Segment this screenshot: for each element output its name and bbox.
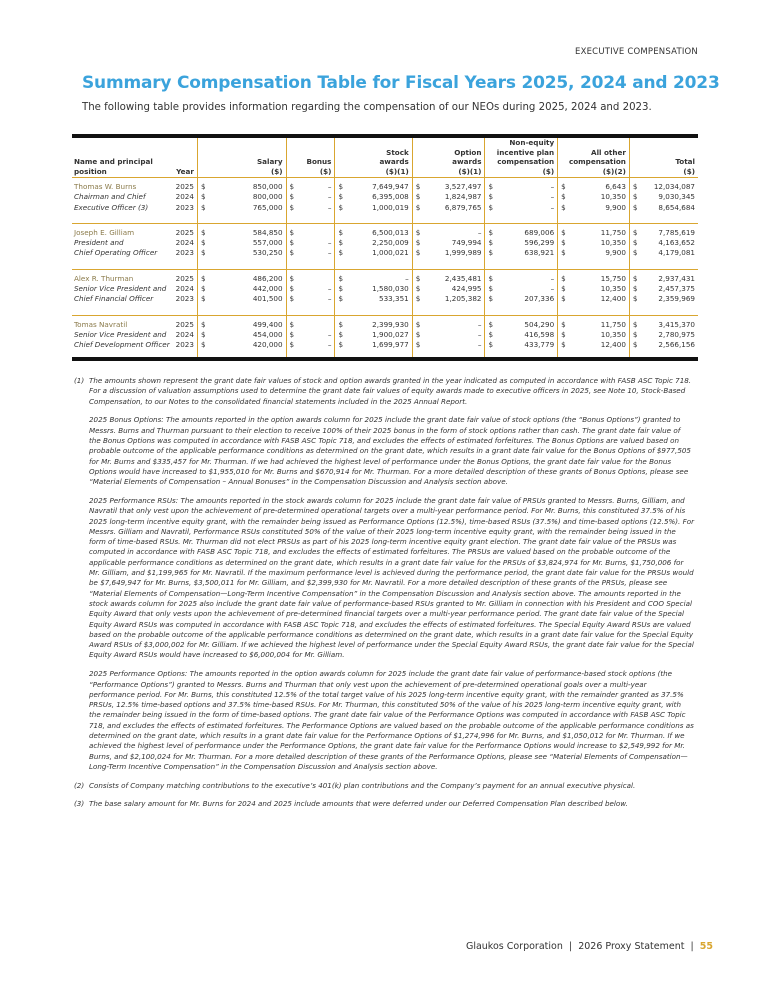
currency-symbol: $ <box>485 330 499 340</box>
currency-symbol: $ <box>335 248 349 269</box>
salary-cell: 454,000 <box>252 329 283 339</box>
currency-symbol: $ <box>335 203 349 224</box>
bonus-cell: – <box>327 182 332 191</box>
salary-cell: 800,000 <box>252 192 283 202</box>
nonequity-cell: 416,598 <box>524 329 555 339</box>
nonequity-cell: 433,779 <box>499 340 557 358</box>
currency-symbol: $ <box>335 330 349 340</box>
salary-cell: 530,250 <box>252 248 283 258</box>
currency-symbol: $ <box>485 203 499 224</box>
salary-cell: 765,000 <box>252 202 283 212</box>
year-cell: 2025 <box>173 315 198 330</box>
currency-symbol: $ <box>485 192 499 202</box>
salary-cell: 499,400 <box>212 315 286 330</box>
currency-symbol: $ <box>558 315 572 330</box>
table-row <box>72 294 698 315</box>
executive-name: Tomas Navratil <box>74 319 128 329</box>
currency-symbol: $ <box>485 178 499 193</box>
name-cell <box>72 269 173 284</box>
header-line: awards <box>452 157 482 166</box>
header-line: ($)(1) <box>458 166 482 176</box>
salary-cell: 420,000 <box>212 340 286 358</box>
nonequity-cell: – <box>550 192 555 202</box>
table-row <box>72 340 698 358</box>
currency-symbol: $ <box>335 178 349 193</box>
executive-name: Alex R. Thurman <box>74 273 134 283</box>
currency-symbol: $ <box>197 284 211 294</box>
nonequity-cell: – <box>550 284 555 294</box>
position-cell <box>72 248 173 269</box>
header-line: awards <box>379 157 409 166</box>
executive-name: Joseph E. Gilliam <box>74 227 135 237</box>
year-cell: 2024 <box>175 238 194 248</box>
nonequity-cell: – <box>550 182 555 191</box>
allother-cell: 11,750 <box>572 223 629 238</box>
bonus-cell: – <box>327 192 332 202</box>
nonequity-cell: 504,290 <box>499 315 557 330</box>
currency-symbol: $ <box>558 284 572 294</box>
bonus-cell <box>300 223 335 238</box>
currency-symbol: $ <box>485 284 499 294</box>
option-cell: – <box>426 340 485 358</box>
footnote-paragraph: Consists of Company matching contributions to the executive’s 401(k) plan contributions and the Company’s payment for an annual executive physical. <box>89 780 636 790</box>
page-footer <box>466 941 713 952</box>
currency-symbol: $ <box>558 248 572 269</box>
nonequity-cell: – <box>550 202 555 212</box>
allother-cell: 12,400 <box>600 294 626 304</box>
currency-symbol: $ <box>335 192 349 202</box>
option-cell: 424,995 <box>451 284 482 294</box>
header-total <box>629 136 698 178</box>
currency-symbol: $ <box>335 223 349 238</box>
currency-symbol: $ <box>485 238 499 248</box>
salary-cell: 442,000 <box>252 284 283 294</box>
currency-symbol: $ <box>412 315 426 330</box>
currency-symbol: $ <box>629 238 643 248</box>
currency-symbol: $ <box>485 269 499 284</box>
executive-group <box>72 178 698 224</box>
nonequity-cell: 596,299 <box>524 238 555 248</box>
page-number: 55 <box>699 941 713 952</box>
currency-symbol: $ <box>629 178 643 193</box>
allother-cell: 12,400 <box>572 340 629 358</box>
currency-symbol: $ <box>335 315 349 330</box>
footnote-paragraph: 2025 Bonus Options: The amounts reported in the option awards column for 2025 include the grant date fair value of stock options (the “Bonus Options”) granted to Messrs. Burns and Thurman pursuant to their election to receive 100% of their 2025 bonus in the form of stock options rather than cash. The grant date fair value of the Bonus Options was computed in accordance with FASB ASC Topic 718, and excludes the effects of estimated forfeitures. The Bonus Options are valued based on probable outcome of the applicable performance conditions as determined on the grant date, which results in a grant date fair value for the Bonus Options of $977,505 for Mr. Burns and $335,457 for Mr. Thurman. If we had achieved the highest level of performance under the Bonus Options, the grant date fair value for the Bonus Options would have increased to $1,955,010 for Mr. Burns and $670,914 for Mr. Thurman. For a more detailed description of these grants of Bonus Options, please see “Material Elements of Compensation – Annual Bonuses” in the Compensation Discussion and Analysis section above. <box>89 415 691 487</box>
stock-cell: – <box>349 269 412 284</box>
footnote-marker: (2) <box>74 780 85 790</box>
footnote <box>74 376 694 772</box>
currency-symbol: $ <box>286 340 300 358</box>
currency-symbol: $ <box>286 330 300 340</box>
section-label: EXECUTIVE COMPENSATION <box>575 47 698 57</box>
currency-symbol: $ <box>197 315 211 330</box>
table-row <box>72 248 698 269</box>
bonus-cell: – <box>300 340 335 358</box>
allother-cell: 6,643 <box>605 182 626 191</box>
currency-symbol: $ <box>286 284 300 294</box>
summary-compensation-table <box>72 134 698 361</box>
currency-symbol: $ <box>485 223 499 238</box>
currency-symbol: $ <box>558 203 572 224</box>
table-row <box>72 284 698 294</box>
salary-cell: 557,000 <box>252 238 283 248</box>
table-row <box>72 203 698 224</box>
currency-symbol: $ <box>558 269 572 284</box>
currency-symbol: $ <box>629 223 643 238</box>
stock-cell: 7,649,947 <box>372 182 409 191</box>
salary-cell: 584,850 <box>212 223 286 238</box>
total-cell: 8,654,684 <box>658 202 695 212</box>
currency-symbol: $ <box>412 238 426 248</box>
bonus-cell <box>300 315 335 330</box>
bonus-cell: – <box>327 202 332 212</box>
name-cell <box>72 178 173 193</box>
footnote <box>74 781 694 791</box>
year-cell: 2023 <box>175 294 194 304</box>
currency-symbol: $ <box>412 178 426 193</box>
total-cell: 2,780,975 <box>658 329 695 339</box>
year-cell: 2024 <box>175 329 194 339</box>
currency-symbol: $ <box>412 203 426 224</box>
currency-symbol: $ <box>558 192 572 202</box>
executive-position: Chairman and Chief <box>74 192 146 202</box>
currency-symbol: $ <box>485 315 499 330</box>
currency-symbol: $ <box>629 192 643 202</box>
currency-symbol: $ <box>335 294 349 315</box>
total-cell: 2,937,431 <box>644 269 698 284</box>
total-cell: 2,457,375 <box>658 284 695 294</box>
stock-cell: 1,699,977 <box>349 340 412 358</box>
header-line: Non-equity <box>509 138 555 147</box>
currency-symbol: $ <box>629 284 643 294</box>
currency-symbol: $ <box>286 315 300 330</box>
currency-symbol: $ <box>286 178 300 193</box>
footnote-marker: (1) <box>74 376 85 385</box>
footer-company: Glaukos Corporation <box>465 941 563 952</box>
nonequity-cell: 638,921 <box>524 248 555 258</box>
allother-cell: 10,350 <box>600 238 626 248</box>
position-cell <box>72 238 173 248</box>
header-line: All other <box>591 147 626 157</box>
position-cell <box>72 330 173 340</box>
year-cell: 2024 <box>175 284 194 294</box>
currency-symbol: $ <box>412 269 426 284</box>
stock-cell: 2,250,009 <box>372 238 409 248</box>
stock-cell: 6,500,013 <box>349 223 412 238</box>
intro-text: The following table provides information regarding the compensation of our NEOs during 2025, 2024 and 2023. <box>82 102 652 113</box>
currency-symbol: $ <box>335 269 349 284</box>
option-cell: 1,205,382 <box>444 294 482 304</box>
executive-group <box>72 223 698 269</box>
header-line: Total <box>675 157 695 166</box>
page-title: Summary Compensation Table for Fiscal Years 2025, 2024 and 2023 <box>82 73 720 93</box>
header-non-equity <box>485 136 558 178</box>
currency-symbol: $ <box>412 192 426 202</box>
currency-symbol: $ <box>286 203 300 224</box>
allother-cell: 10,350 <box>600 192 626 202</box>
option-cell: 749,994 <box>451 238 482 248</box>
currency-symbol: $ <box>629 203 643 224</box>
header-salary <box>197 136 286 178</box>
footnote <box>74 799 694 809</box>
currency-symbol: $ <box>558 330 572 340</box>
header-line: ($) <box>683 166 695 176</box>
currency-symbol: $ <box>558 238 572 248</box>
year-cell: 2025 <box>173 223 198 238</box>
currency-symbol: $ <box>197 294 211 315</box>
currency-symbol: $ <box>412 330 426 340</box>
position-cell <box>72 340 173 358</box>
bonus-cell <box>300 269 335 284</box>
executive-position: Chief Financial Officer <box>74 294 154 304</box>
currency-symbol: $ <box>558 340 572 358</box>
header-stock-awards <box>335 136 412 178</box>
allother-cell: 9,900 <box>605 202 626 212</box>
position-cell <box>72 192 173 202</box>
currency-symbol: $ <box>197 269 211 284</box>
option-cell: – <box>426 315 485 330</box>
header-line: Bonus <box>306 157 332 166</box>
option-cell: 6,879,765 <box>444 202 482 212</box>
stock-cell: 1,580,030 <box>372 284 409 294</box>
header-line: ($) <box>542 166 555 176</box>
header-name: Name and principal position <box>72 136 173 178</box>
footer-separator: | <box>690 941 694 952</box>
footnote-paragraph: 2025 Performance Options: The amounts reported in the option awards column for 2025 include the grant date fair value of performance-based stock options (the “Performance Options”) granted to Messrs. Burns and Thurman that only vest upon the achievement of pre-determined operational goals over a multi-year performance period. For Mr. Burns, this constituted 12.5% of the total target value of his 2025 long-term incentive equity grant, with the remainder granted as 37.5% PRSUs, 12.5% time-based options and 37.5% time-based RSUs. For Mr. Thurman, this constituted 50% of the value of his 2025 long-term incentive equity grant, with the remainder being issued in the form of time-based options. The grant date fair value of the Performance Options was computed in accordance with FASB ASC Topic 718, and excludes the effects of estimated forfeitures. The Performance Options are valued based on the probable outcome of the applicable performance conditions as determined on the grant date, which results in a grant date fair value for the Performance Options of $1,274,996 for Mr. Burns, and $1,050,012 for Mr. Thurman. If we achieved the highest level of performance under the Performance Options, the grant date fair value for the Performance Options would increase to $2,549,992 for Mr. Burns, and $2,100,024 for Mr. Thurman. For a more detailed description of these grants of the Performance Options, please see “Material Elements of Compensation—Long-Term Incentive Compensation” in the Compensation Discussion and Analysis section above. <box>89 669 694 771</box>
option-cell: 2,435,481 <box>426 269 485 284</box>
executive-position: Executive Officer (3) <box>74 202 149 212</box>
header-line: ($) <box>319 166 332 176</box>
currency-symbol: $ <box>629 315 643 330</box>
salary-cell: 486,200 <box>212 269 286 284</box>
currency-symbol: $ <box>197 248 211 269</box>
position-cell <box>72 203 173 224</box>
table-row <box>72 192 698 202</box>
option-cell: 3,527,497 <box>444 182 482 191</box>
currency-symbol: $ <box>197 192 211 202</box>
footer-document: 2026 Proxy Statement <box>578 941 685 952</box>
header-line: Salary <box>256 157 283 166</box>
allother-cell: 10,350 <box>600 284 626 294</box>
year-cell: 2024 <box>175 192 194 202</box>
total-cell: 4,163,652 <box>658 238 695 248</box>
executive-position: Chief Operating Officer <box>74 248 158 258</box>
stock-cell: 533,351 <box>379 294 409 304</box>
currency-symbol: $ <box>412 223 426 238</box>
year-cell: 2025 <box>175 182 194 191</box>
currency-symbol: $ <box>629 330 643 340</box>
table-row <box>72 238 698 248</box>
footnote-paragraph: The base salary amount for Mr. Burns for 2024 and 2025 include amounts that were deferred under our Deferred Compensation Plan described below. <box>89 799 628 809</box>
header-line: incentive plan <box>496 147 555 157</box>
currency-symbol: $ <box>286 248 300 269</box>
header-line: Option <box>454 147 482 157</box>
allother-cell: 10,350 <box>600 329 626 339</box>
header-bonus <box>286 136 335 178</box>
executive-name: Thomas W. Burns <box>74 182 137 191</box>
currency-symbol: $ <box>629 248 643 269</box>
position-cell <box>72 294 173 315</box>
currency-symbol: $ <box>197 203 211 224</box>
allother-cell: 11,750 <box>572 315 629 330</box>
currency-symbol: $ <box>286 192 300 202</box>
salary-cell: 850,000 <box>252 182 283 191</box>
bonus-cell: – <box>327 238 332 248</box>
bonus-cell: – <box>327 294 332 304</box>
currency-symbol: $ <box>412 294 426 315</box>
executive-position: Senior Vice President and <box>74 284 167 294</box>
stock-cell: 6,395,008 <box>372 192 409 202</box>
currency-symbol: $ <box>558 294 572 315</box>
executive-position: Chief Development Officer <box>74 340 170 350</box>
stock-cell: 1,000,019 <box>372 202 409 212</box>
footnote-paragraph: The amounts shown represent the grant date fair values of stock and option awards granted in the year indicated as computed in accordance with FASB ASC Topic 718. For a discussion of valuation assumptions used to determine the grant date fair values of equity awards made to executive officers in 2025, see Note 10, Stock-Based Compensation, to our Notes to the consolidated financial statements included in the 2025 Annual Report. <box>89 376 692 406</box>
currency-symbol: $ <box>485 340 499 358</box>
year-cell: 2023 <box>173 340 198 358</box>
year-cell: 2023 <box>175 248 194 258</box>
executive-position: Senior Vice President and <box>74 329 167 339</box>
currency-symbol: $ <box>412 248 426 269</box>
currency-symbol: $ <box>558 178 572 193</box>
currency-symbol: $ <box>485 248 499 269</box>
total-cell: 2,359,969 <box>658 294 695 304</box>
currency-symbol: $ <box>335 284 349 294</box>
footnote-marker: (3) <box>74 799 85 809</box>
option-cell: 1,999,989 <box>444 248 482 258</box>
currency-symbol: $ <box>197 340 211 358</box>
option-cell: – <box>477 329 482 339</box>
bonus-cell: – <box>327 329 332 339</box>
header-year: Year <box>173 136 198 178</box>
total-cell: 4,179,081 <box>658 248 695 258</box>
header-all-other <box>558 136 630 178</box>
table-row <box>72 330 698 340</box>
footnote-paragraph: 2025 Performance RSUs: The amounts reported in the stock awards column for 2025 include the grant date fair value of PRSUs granted to Messrs. Burns, Gilliam, and Navratil that only vest upon the achievement of pre-determined operational targets over a multi-year performance period. For Mr. Burns, this constituted 37.5% of his 2025 long-term incentive equity grant, with the remainder being issued as Performance Options (12.5%), time-based RSUs (37.5%) and time-based options (12.5%). For Messrs. Gilliam and Navratil, Performance RSUs constituted 50% of the value of their 2025 long-term incentive equity grant, with the remainder being issued in the form of time-based RSUs. Mr. Thurman did not elect PRSUs as part of his 2025 long-term incentive equity grant election. The grant date fair value of the PRSUs was computed in accordance with FASB ASC Topic 718, and excludes the effects of estimated forfeitures. The PRSUs are valued based on the probable outcome of the applicable performance conditions as determined on the grant date, which results in a grant date fair value for the PRSUs of $3,824,974 for Mr. Burns, $1,750,006 for Mr. Gilliam, and $1,199,965 for Mr. Navratil. If the maximum performance level is achieved during the performance period, the grant date fair value for the PRSUs would be $7,649,947 for Mr. Burns, $3,500,011 for Mr. Gilliam, and $2,399,930 for Mr. Navratil. For a more detailed description of these grants of the PRSUs, please see “Material Elements of Compensation—Long-Term Incentive Compensation” in the Compensation Discussion and Analysis section above. The amounts reported in the stock awards column for 2025 also include the grant date fair value of performance-based RSUs granted to Mr. Gilliam in connection with his President and COO Special Equity Award that only vests upon the achievement of pre-determined financial targets over a multi-year performance period. The grant date fair value of the Special Equity Award RSUs was computed in accordance with FASB ASC Topic 718, and excludes the effects of estimated forfeitures. The Special Equity Award RSUs are valued based on the probable outcome of the applicable performance conditions as determined on the grant date, which results in a grant date fair value for the Special Equity Award RSUs of $3,000,002 for Mr. Gilliam. If we achieved the highest level of performance under the Special Equity Award RSUs, the grant date fair value for the Special Equity Award RSUs would have increased to $6,000,004 for Mr. Gilliam. <box>89 495 695 660</box>
header-line: ($)(1) <box>385 166 409 176</box>
stock-cell: 1,900,027 <box>372 329 409 339</box>
currency-symbol: $ <box>197 178 211 193</box>
total-cell: 2,566,156 <box>644 340 698 358</box>
total-cell: 3,415,370 <box>644 315 698 330</box>
header-line: ($) <box>270 166 283 176</box>
nonequity-cell: 207,336 <box>524 294 555 304</box>
option-cell: 1,824,987 <box>444 192 482 202</box>
currency-symbol: $ <box>412 284 426 294</box>
total-cell: 9,030,345 <box>658 192 695 202</box>
currency-symbol: $ <box>629 269 643 284</box>
allother-cell: 15,750 <box>572 269 629 284</box>
currency-symbol: $ <box>412 340 426 358</box>
nonequity-cell: 689,006 <box>499 223 557 238</box>
stock-cell: 1,000,021 <box>372 248 409 258</box>
currency-symbol: $ <box>197 223 211 238</box>
name-cell <box>72 315 173 330</box>
table-row <box>72 269 698 284</box>
allother-cell: 9,900 <box>605 248 626 258</box>
table-row <box>72 223 698 238</box>
year-cell: 2023 <box>175 202 194 212</box>
footnotes <box>74 376 694 818</box>
table-header-row <box>72 136 698 178</box>
total-cell: 7,785,619 <box>644 223 698 238</box>
stock-cell: 2,399,930 <box>349 315 412 330</box>
currency-symbol: $ <box>629 294 643 315</box>
currency-symbol: $ <box>485 294 499 315</box>
executive-position: President and <box>74 238 124 248</box>
bonus-cell: – <box>327 284 332 294</box>
executive-group <box>72 269 698 315</box>
header-line: ($)(2) <box>602 166 626 176</box>
header-option-awards <box>412 136 485 178</box>
header-line: compensation <box>497 157 555 166</box>
nonequity-cell: – <box>499 269 557 284</box>
position-cell <box>72 284 173 294</box>
table-row <box>72 178 698 193</box>
currency-symbol: $ <box>629 340 643 358</box>
header-line: compensation <box>568 157 626 166</box>
table-row <box>72 315 698 330</box>
bonus-cell: – <box>327 248 332 258</box>
currency-symbol: $ <box>286 238 300 248</box>
currency-symbol: $ <box>197 330 211 340</box>
option-cell: – <box>426 223 485 238</box>
name-cell <box>72 223 173 238</box>
total-cell: 12,034,087 <box>653 182 695 191</box>
currency-symbol: $ <box>286 294 300 315</box>
header-line: Stock <box>386 147 409 157</box>
currency-symbol: $ <box>286 223 300 238</box>
year-cell: 2025 <box>173 269 198 284</box>
currency-symbol: $ <box>335 238 349 248</box>
currency-symbol: $ <box>286 269 300 284</box>
salary-cell: 401,500 <box>252 294 283 304</box>
currency-symbol: $ <box>335 340 349 358</box>
currency-symbol: $ <box>197 238 211 248</box>
currency-symbol: $ <box>558 223 572 238</box>
footer-separator: | <box>568 941 573 952</box>
executive-group <box>72 315 698 358</box>
